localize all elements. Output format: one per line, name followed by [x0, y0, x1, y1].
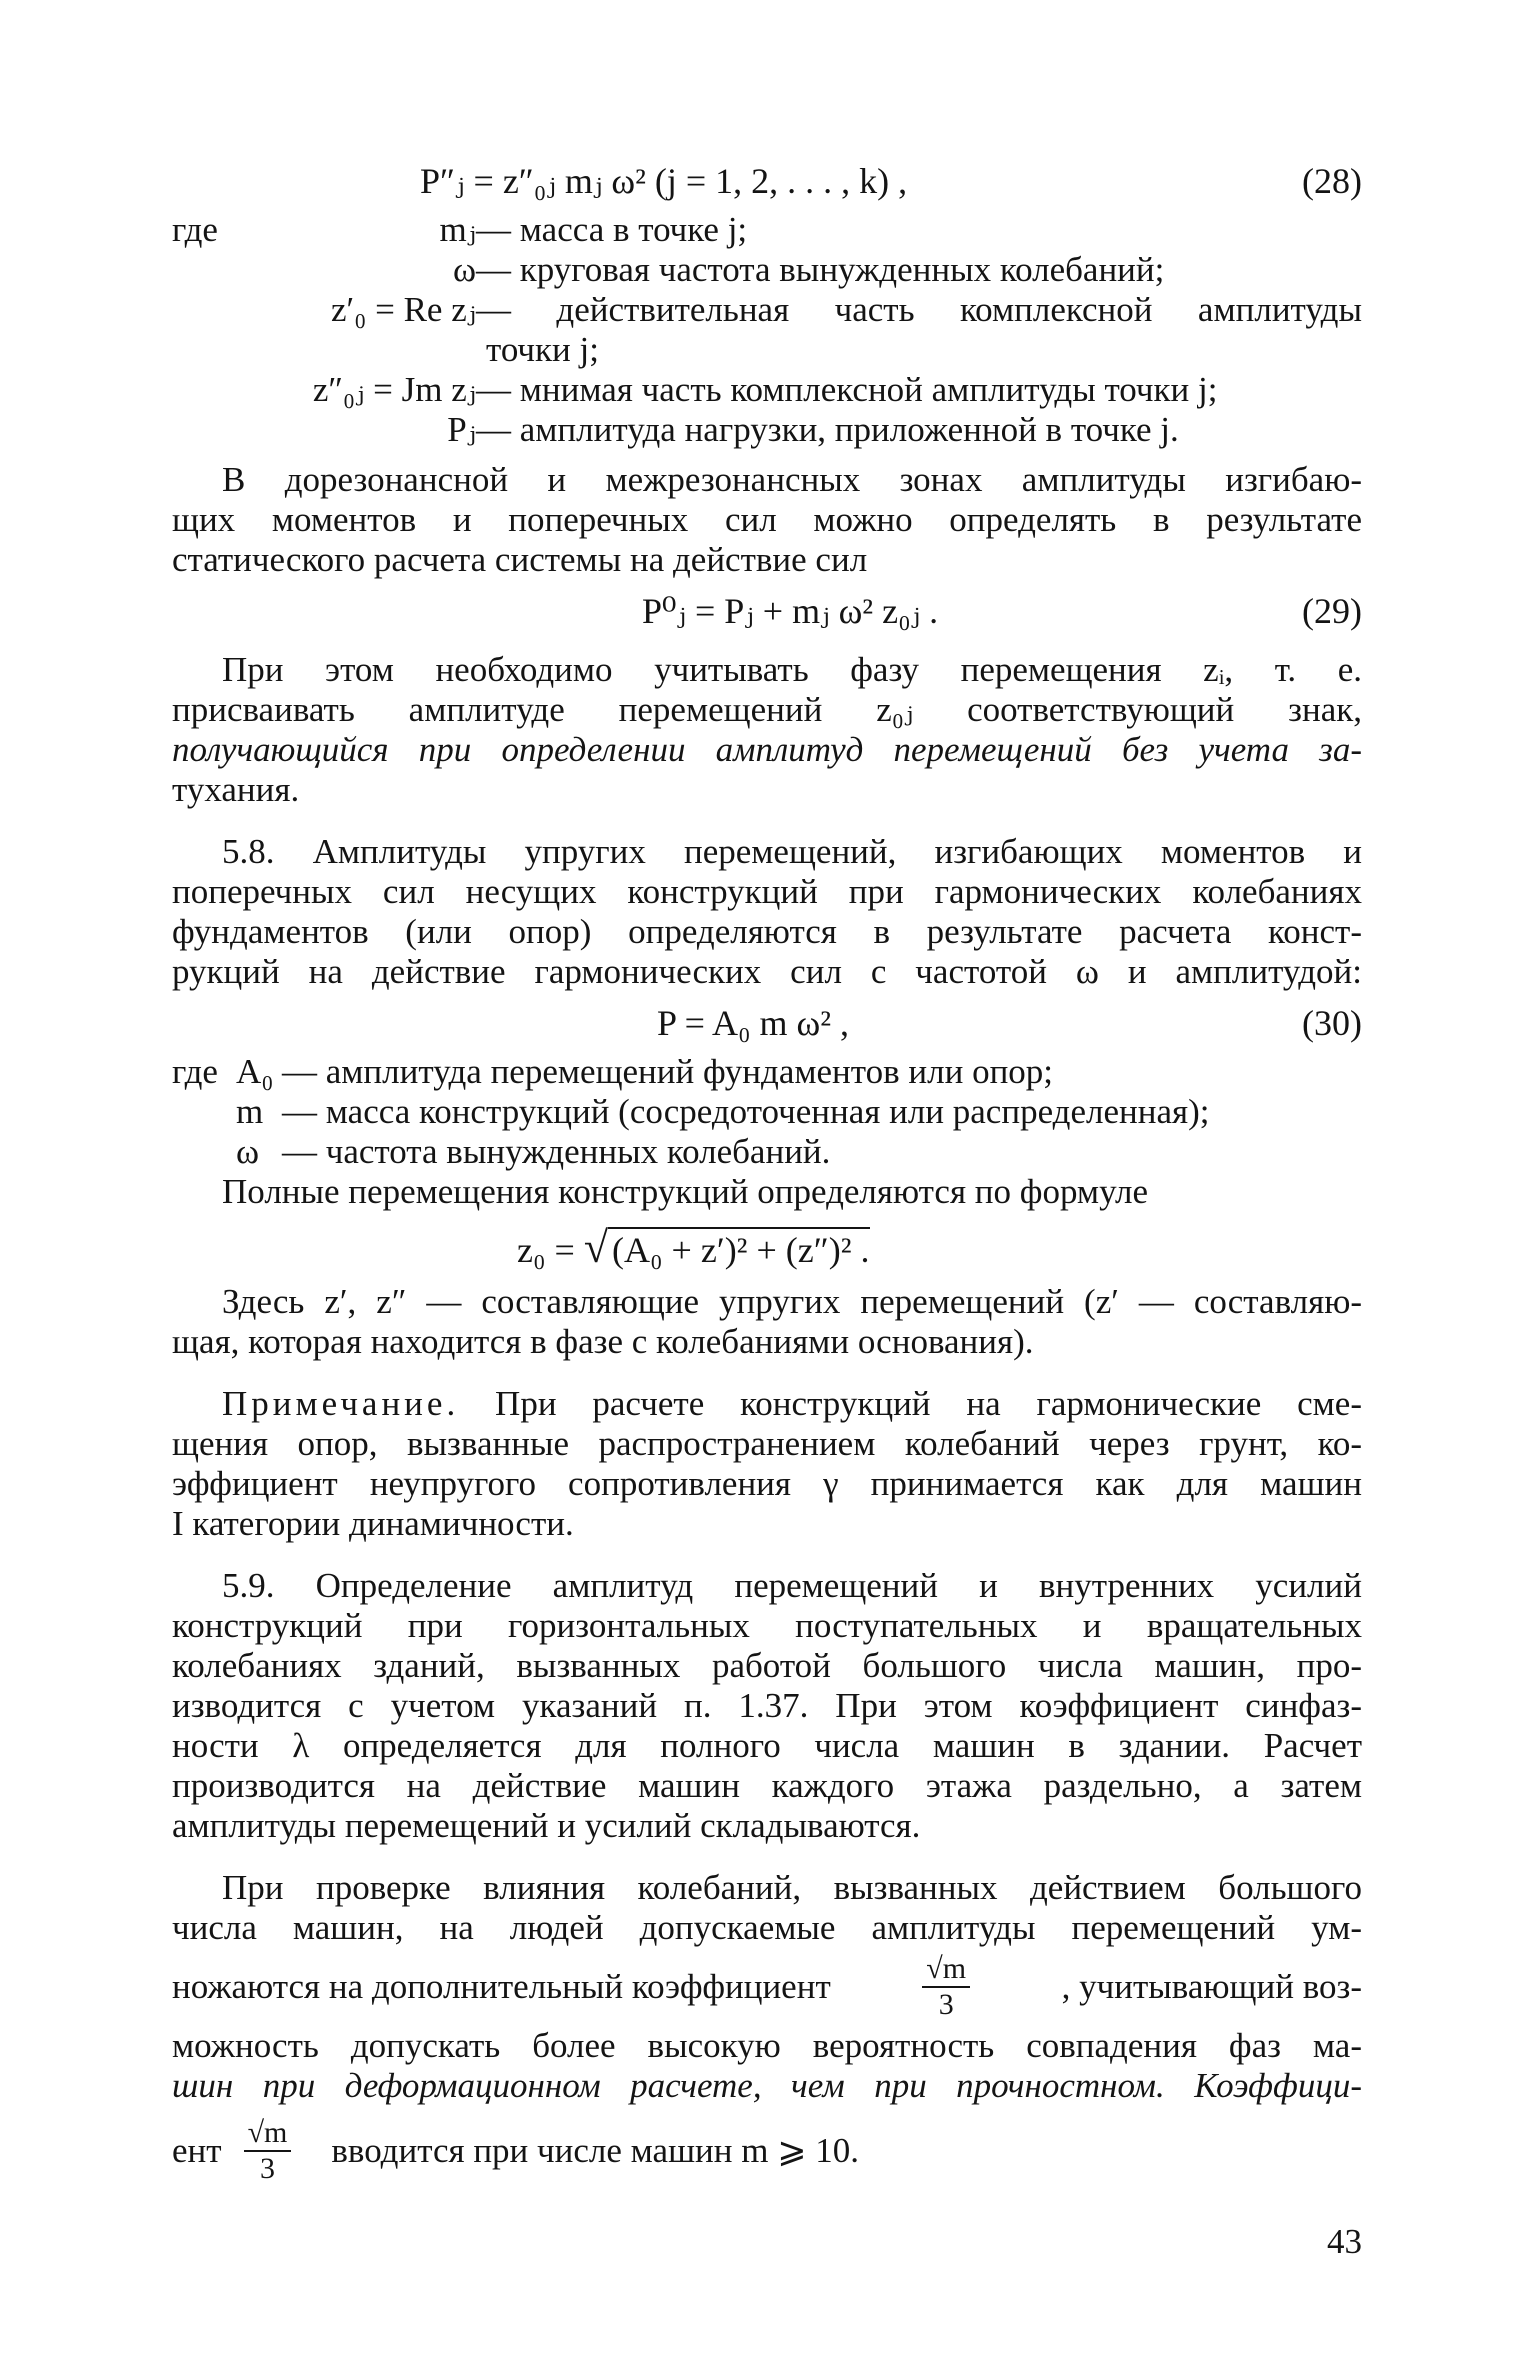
formula-z0-lhs: z₀ =: [517, 1230, 575, 1270]
text-line: [172, 1384, 1362, 1424]
def-lead: где: [172, 1052, 218, 1091]
formula-29-number: (29): [1302, 591, 1362, 631]
text-line: Здесь z′, z″ — составляющие упругих перемещений (z′ — составляю-: [222, 1282, 1362, 1321]
definition-row: [172, 250, 1362, 290]
text-line: щения опор, вызванные распространением колебаний через грунт, ко-: [172, 1424, 1362, 1463]
text-line: присваивать амплитуде перемещений z₀ⱼ соответствующий знак,: [172, 690, 1362, 729]
def-term: z′₀ = Re zⱼ: [330, 290, 476, 329]
def-desc: точки j;: [486, 330, 599, 369]
paragraph-resonance: [172, 460, 1362, 580]
def-term: ω: [452, 250, 476, 289]
coefficient-fraction: [244, 2116, 292, 2186]
page-body: [172, 160, 1362, 2196]
formula-30-number: (30): [1302, 1003, 1362, 1043]
text-line: конструкций при горизонтальных поступательных и вращательных: [172, 1606, 1362, 1645]
def-lead: [172, 410, 262, 450]
note-block: [172, 1384, 1362, 1544]
text-line: колебаниях зданий, вызванных работой большого числа машин, про-: [172, 1646, 1362, 1685]
text-line: При этом необходимо учитывать фазу перемещения zᵢ, т. е.: [222, 650, 1362, 689]
def-lead: [172, 250, 262, 290]
def-desc: — масса конструкций (сосредоточенная или распределенная);: [282, 1092, 1210, 1131]
sqrt-sign-icon: √: [583, 1223, 608, 1272]
text-segment: ент: [172, 2131, 222, 2170]
text-line: поперечных сил несущих конструкций при гармонических колебаниях: [172, 872, 1362, 911]
definition-row: [172, 290, 1362, 330]
definition-row: [172, 370, 1362, 410]
page-number: 43: [1327, 2222, 1362, 2261]
text-line: эффициент неупругого сопротивления γ принимается как для машин: [172, 1464, 1362, 1503]
def-lead: [172, 370, 262, 410]
paragraph-5-8: [172, 832, 1362, 992]
def-desc: — круговая частота вынужденных колебаний;: [476, 250, 1165, 289]
note-label: Примечание.: [222, 1384, 460, 1423]
definition-row: [172, 410, 1362, 450]
text-segment: , учитывающий воз-: [1061, 1967, 1362, 2006]
text-line: амплитуды перемещений и усилий складываются.: [172, 1806, 921, 1845]
text-segment: ножаются на дополнительный коэффициент: [172, 1967, 831, 2006]
fraction-denominator: 3: [259, 2152, 275, 2185]
def-term: z″₀ⱼ = Jm zⱼ: [312, 370, 476, 409]
text-line: I категории динамичности.: [172, 1504, 574, 1543]
text-line: числа машин, на людей допускаемые амплитуды перемещений ум-: [172, 1908, 1362, 1947]
text-segment: вводится при числе машин m ⩾ 10.: [331, 2131, 860, 2170]
text-line: производится на действие машин каждого этажа раздельно, а затем: [172, 1766, 1362, 1805]
paragraph-phase: [172, 650, 1362, 810]
def-term: A₀: [236, 1052, 274, 1091]
def-term: [262, 330, 476, 370]
def-desc: — амплитуда перемещений фундаментов или опор;: [282, 1052, 1054, 1091]
formula-28-number: (28): [1302, 161, 1362, 201]
formula-28: [172, 160, 1362, 210]
text-line: При проверке влияния колебаний, вызванных действием большого: [222, 1868, 1362, 1907]
def-term: ω: [236, 1132, 260, 1171]
def-desc: — мнимая часть комплексной амплитуды точки j;: [476, 370, 1218, 409]
definition-row: [172, 1092, 1362, 1132]
text-line: [172, 2106, 1362, 2196]
fraction-numerator: √m: [244, 2116, 292, 2152]
note-line: При расчете конструкций на гармонические сме-: [459, 1384, 1362, 1423]
def-desc: — масса в точке j;: [476, 210, 748, 249]
text-line: получающийся при определении амплитуд перемещений без учета за-: [172, 730, 1362, 769]
text-line: статического расчета системы на действие сил: [172, 540, 868, 579]
formula-28-expr: P″ⱼ = z″₀ⱼ mⱼ ω² (j = 1, 2, . . . , k) ,: [420, 161, 908, 201]
def-lead: [172, 1132, 236, 1172]
text-line: 5.8. Амплитуды упругих перемещений, изгибающих моментов и: [222, 832, 1362, 871]
fraction-numerator: √m: [922, 1952, 970, 1988]
definitions-28: [172, 210, 1362, 450]
text-line: изводится с учетом указаний п. 1.37. При этом коэффициент синфаз-: [172, 1686, 1362, 1725]
def-term: m: [236, 1092, 264, 1131]
text-line: можность допускать более высокую вероятность совпадения фаз ма-: [172, 2026, 1362, 2065]
definition-row: [172, 330, 1362, 370]
def-lead: [172, 330, 262, 370]
def-desc: — действительная часть комплексной амплитуды: [476, 290, 1362, 329]
def-desc: — частота вынужденных колебаний.: [282, 1132, 831, 1171]
def-term: mⱼ: [439, 210, 476, 249]
text-line: щая, которая находится в фазе с колебаниями основания).: [172, 1322, 1034, 1361]
text-line: фундаментов (или опор) определяются в результате расчета конст-: [172, 912, 1362, 951]
definition-row: [172, 1132, 1362, 1172]
def-lead: где: [172, 210, 218, 249]
text-line: щих моментов и поперечных сил можно определять в результате: [172, 500, 1362, 539]
paragraph-here: [172, 1282, 1362, 1362]
paragraph-check: [172, 1868, 1362, 2196]
def-desc: — амплитуда нагрузки, приложенной в точке j.: [476, 410, 1179, 449]
text-line: шин при деформационном расчете, чем при прочностном. Коэффици-: [172, 2066, 1362, 2105]
def-lead: [172, 1092, 236, 1132]
formula-z0-expr: [517, 1222, 870, 1273]
formula-z0-radicand: (A₀ + z′)² + (z″)² .: [608, 1227, 870, 1271]
formula-30: [172, 1002, 1362, 1052]
def-term: Pⱼ: [447, 410, 476, 449]
text-line: В дорезонансной и межрезонансных зонах амплитуды изгибаю-: [222, 460, 1362, 499]
formula-z0: [172, 1222, 1362, 1272]
paragraph-5-9: [172, 1566, 1362, 1846]
text-line: тухания.: [172, 770, 300, 809]
definition-row: [172, 210, 1362, 250]
formula-30-expr: P = A₀ m ω² ,: [657, 1003, 850, 1043]
definition-row: [172, 1052, 1362, 1092]
definitions-30: [172, 1052, 1362, 1172]
coefficient-fraction: [922, 1952, 970, 2022]
text-line: [172, 1948, 1362, 2026]
text-line: 5.9. Определение амплитуд перемещений и внутренних усилий: [222, 1566, 1362, 1605]
text-line: рукций на действие гармонических сил с частотой ω и амплитудой:: [172, 952, 1362, 991]
formula-29-expr: P⁰ⱼ = Pⱼ + mⱼ ω² z₀ⱼ .: [642, 591, 939, 631]
text-line: ности λ определяется для полного числа машин в здании. Расчет: [172, 1726, 1362, 1765]
def-lead: [172, 290, 262, 330]
text-line: Полные перемещения конструкций определяются по формуле: [222, 1172, 1149, 1211]
fraction-denominator: 3: [938, 1988, 954, 2021]
formula-29: [172, 590, 1362, 640]
